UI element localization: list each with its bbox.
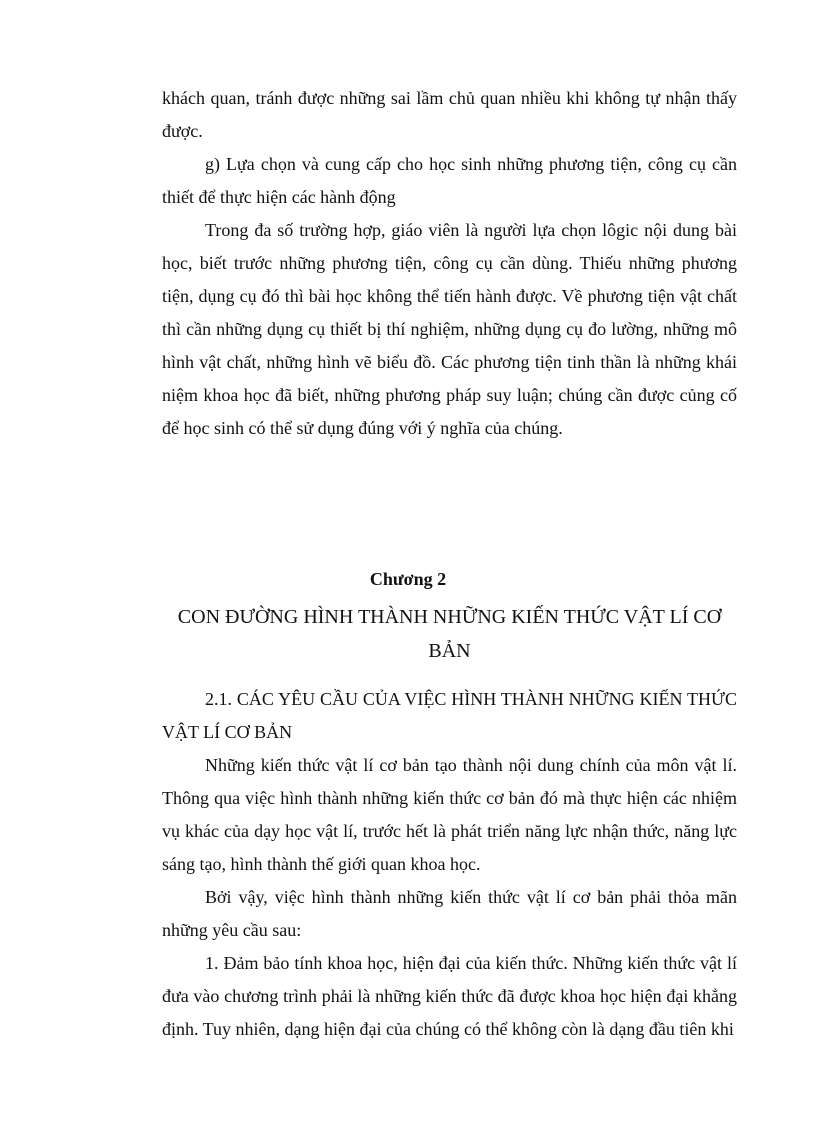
section-heading: 2.1. CÁC YÊU CẦU CỦA VIỆC HÌNH THÀNH NHỮNG KIẾN THỨC VẬT LÍ CƠ BẢN <box>162 689 737 742</box>
bottom-text-block <box>162 683 737 1046</box>
paragraph-basic-knowledge: Những kiến thức vật lí cơ bản tạo thành nội dung chính của môn vật lí. Thông qua việc hình thành những kiến thức cơ bản đó mà thực hiện các nhiệm vụ khác của dạy học vật lí, trước hết là phát triển năng lực nhận thức, năng lực sáng tạo, hình thành thế giới quan khoa học. <box>162 755 737 874</box>
paragraph-requirement-1: 1. Đảm bảo tính khoa học, hiện đại của kiến thức. Những kiến thức vật lí đưa vào chương trình phải là những kiến thức đã được khoa học hiện đại khẳng định. Tuy nhiên, dạng hiện đại của chúng có thể không còn là dạng đầu tiên khi <box>162 953 737 1039</box>
chapter-label: Chương 2 <box>369 569 447 589</box>
paragraph-requirements: Bởi vậy, việc hình thành những kiến thức vật lí cơ bản phải thỏa mãn những yêu cầu sau: <box>162 887 737 940</box>
paragraph-tools: Trong đa số trường hợp, giáo viên là người lựa chọn lôgic nội dung bài học, biết trước những phương tiện, công cụ cần dùng. Thiếu những phương tiện, dụng cụ đó thì bài học không thể tiến hành được. Về phương tiện vật chất thì cần những dụng cụ thiết bị thí nghiệm, những dụng cụ đo lường, những mô hình vật chất, những hình vẽ biểu đồ. Các phương tiện tinh thần là những khái niệm khoa học đã biết, những phương pháp suy luận; chúng cần được củng cố để học sinh có thể sử dụng đúng với ý nghĩa của chúng. <box>162 220 737 438</box>
paragraph-item-g: g) Lựa chọn và cung cấp cho học sinh những phương tiện, công cụ cần thiết để thực hiện các hành động <box>162 154 737 207</box>
paragraph-continuation: khách quan, tránh được những sai lầm chủ quan nhiều khi không tự nhận thấy được. <box>162 88 737 141</box>
chapter-title: CON ĐƯỜNG HÌNH THÀNH NHỮNG KIẾN THỨC VẬT LÍ CƠ BẢN <box>177 606 722 662</box>
top-text-block <box>162 82 737 445</box>
